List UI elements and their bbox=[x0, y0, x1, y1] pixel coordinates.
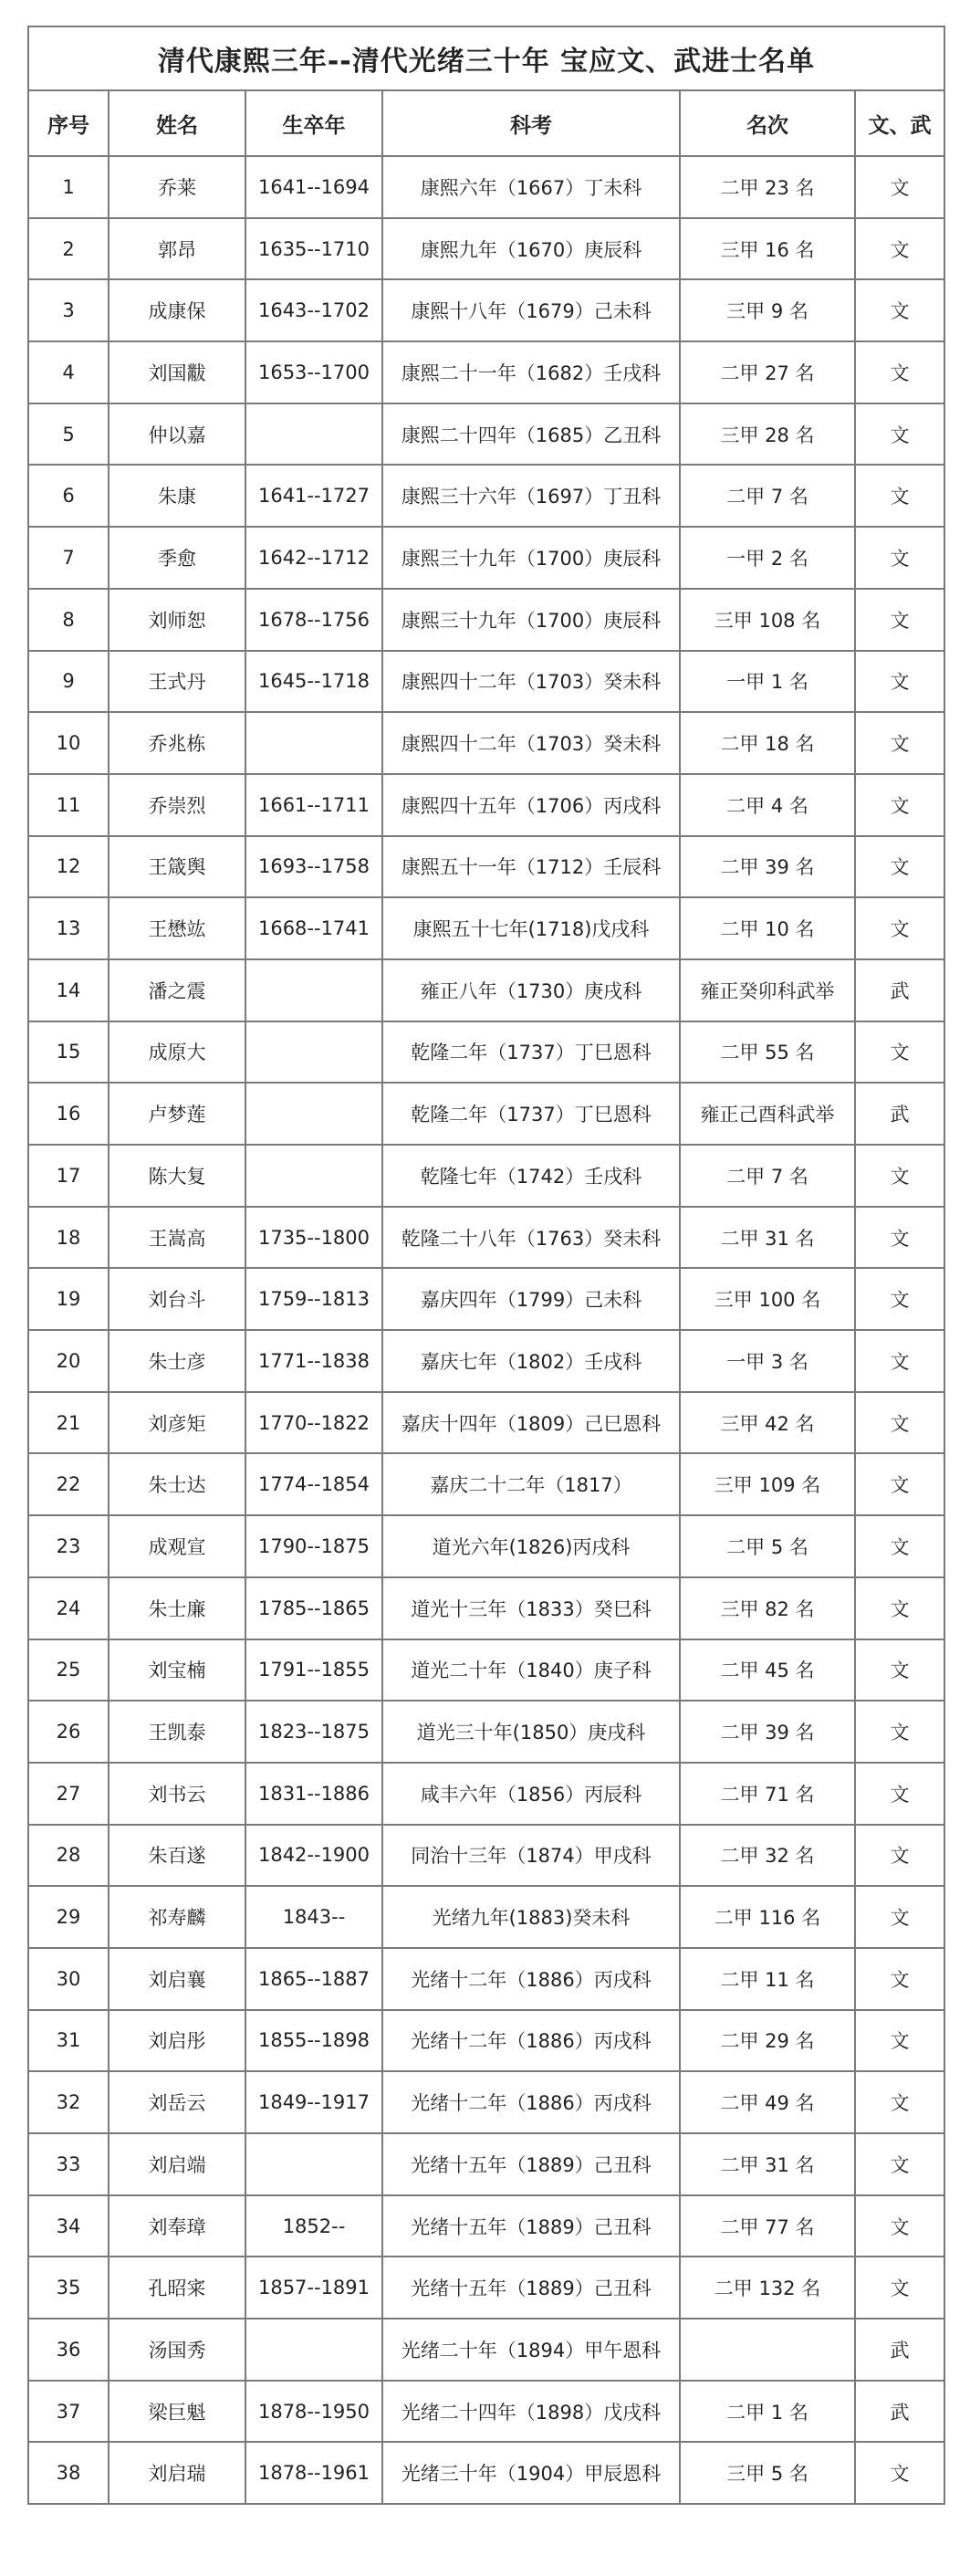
table-row bbox=[28, 1825, 944, 1887]
table-row bbox=[28, 403, 944, 466]
jinshi-list-sheet bbox=[27, 26, 944, 2505]
cell-civil-military: 文 bbox=[855, 403, 944, 466]
cell-exam: 嘉庆七年（1802）壬戌科 bbox=[382, 1330, 680, 1392]
cell-exam: 康熙二十四年（1685）乙丑科 bbox=[382, 403, 680, 466]
cell-lifespan: 1849--1917 bbox=[245, 2071, 382, 2133]
cell-index: 38 bbox=[28, 2442, 109, 2504]
cell-index: 13 bbox=[28, 897, 109, 959]
cell-exam: 同治十三年（1874）甲戌科 bbox=[382, 1825, 680, 1887]
cell-name: 朱士达 bbox=[109, 1453, 245, 1515]
cell-lifespan bbox=[245, 712, 382, 774]
header-lifespan: 生卒年 bbox=[245, 90, 382, 156]
cell-exam: 康熙六年（1667）丁未科 bbox=[382, 156, 680, 218]
cell-index: 34 bbox=[28, 2195, 109, 2257]
cell-lifespan: 1843-- bbox=[245, 1886, 382, 1948]
cell-civil-military: 文 bbox=[855, 1948, 944, 2010]
table-row bbox=[28, 1268, 944, 1330]
table-row bbox=[28, 1886, 944, 1948]
cell-exam: 康熙四十二年（1703）癸未科 bbox=[382, 651, 680, 713]
cell-index: 2 bbox=[28, 218, 109, 280]
table-row bbox=[28, 712, 944, 774]
cell-rank: 二甲 7 名 bbox=[680, 1145, 855, 1207]
table-row bbox=[28, 1701, 944, 1763]
table-row bbox=[28, 1639, 944, 1702]
cell-exam: 光绪三十年（1904）甲辰恩科 bbox=[382, 2442, 680, 2504]
cell-lifespan bbox=[245, 2319, 382, 2381]
cell-index: 28 bbox=[28, 1825, 109, 1887]
cell-rank: 二甲 31 名 bbox=[680, 1207, 855, 1269]
cell-rank: 一甲 3 名 bbox=[680, 1330, 855, 1392]
cell-index: 11 bbox=[28, 774, 109, 836]
cell-exam: 光绪十二年（1886）丙戌科 bbox=[382, 2010, 680, 2072]
cell-name: 王嵩高 bbox=[109, 1207, 245, 1269]
table-row bbox=[28, 2442, 944, 2504]
table-title: 清代康熙三年--清代光绪三十年 宝应文、武进士名单 bbox=[28, 26, 944, 90]
cell-rank: 二甲 10 名 bbox=[680, 897, 855, 959]
cell-exam: 光绪十二年（1886）丙戌科 bbox=[382, 1948, 680, 2010]
cell-rank: 雍正己酉科武举 bbox=[680, 1083, 855, 1145]
header-name: 姓名 bbox=[109, 90, 245, 156]
cell-exam: 乾隆七年（1742）壬戌科 bbox=[382, 1145, 680, 1207]
table-row bbox=[28, 1083, 944, 1145]
cell-rank: 一甲 2 名 bbox=[680, 527, 855, 589]
cell-lifespan: 1643--1702 bbox=[245, 279, 382, 341]
cell-rank: 二甲 32 名 bbox=[680, 1825, 855, 1887]
cell-index: 17 bbox=[28, 1145, 109, 1207]
cell-exam: 光绪十二年（1886）丙戌科 bbox=[382, 2071, 680, 2133]
cell-name: 刘启瑞 bbox=[109, 2442, 245, 2504]
cell-index: 22 bbox=[28, 1453, 109, 1515]
cell-name: 潘之震 bbox=[109, 959, 245, 1021]
cell-rank: 二甲 7 名 bbox=[680, 465, 855, 527]
cell-exam: 光绪十五年（1889）己丑科 bbox=[382, 2195, 680, 2257]
cell-civil-military: 文 bbox=[855, 1639, 944, 1702]
cell-rank: 二甲 71 名 bbox=[680, 1763, 855, 1825]
cell-rank: 三甲 28 名 bbox=[680, 403, 855, 466]
table-row bbox=[28, 465, 944, 527]
table-row bbox=[28, 1145, 944, 1207]
cell-index: 19 bbox=[28, 1268, 109, 1330]
cell-civil-military: 文 bbox=[855, 1207, 944, 1269]
cell-lifespan: 1790--1875 bbox=[245, 1515, 382, 1577]
table-row bbox=[28, 1763, 944, 1825]
cell-exam: 康熙十八年（1679）己未科 bbox=[382, 279, 680, 341]
cell-lifespan: 1852-- bbox=[245, 2195, 382, 2257]
table-row bbox=[28, 774, 944, 836]
cell-civil-military: 文 bbox=[855, 279, 944, 341]
cell-index: 32 bbox=[28, 2071, 109, 2133]
cell-lifespan: 1878--1950 bbox=[245, 2381, 382, 2443]
cell-rank: 二甲 31 名 bbox=[680, 2133, 855, 2195]
cell-rank bbox=[680, 2319, 855, 2381]
table-row bbox=[28, 1948, 944, 2010]
cell-exam: 嘉庆四年（1799）己未科 bbox=[382, 1268, 680, 1330]
cell-index: 3 bbox=[28, 279, 109, 341]
cell-name: 刘启彤 bbox=[109, 2010, 245, 2072]
cell-name: 刘师恕 bbox=[109, 589, 245, 651]
cell-index: 21 bbox=[28, 1392, 109, 1454]
cell-lifespan: 1770--1822 bbox=[245, 1392, 382, 1454]
cell-index: 36 bbox=[28, 2319, 109, 2381]
cell-exam: 光绪二十四年（1898）戊戌科 bbox=[382, 2381, 680, 2443]
cell-civil-military: 文 bbox=[855, 341, 944, 403]
cell-lifespan: 1791--1855 bbox=[245, 1639, 382, 1702]
cell-civil-military: 文 bbox=[855, 897, 944, 959]
cell-civil-military: 文 bbox=[855, 2133, 944, 2195]
cell-lifespan: 1823--1875 bbox=[245, 1701, 382, 1763]
cell-name: 季愈 bbox=[109, 527, 245, 589]
cell-civil-military: 文 bbox=[855, 589, 944, 651]
cell-name: 朱士彦 bbox=[109, 1330, 245, 1392]
cell-index: 29 bbox=[28, 1886, 109, 1948]
table-row bbox=[28, 2195, 944, 2257]
table-row bbox=[28, 527, 944, 589]
cell-civil-military: 文 bbox=[855, 1145, 944, 1207]
cell-exam: 康熙三十九年（1700）庚辰科 bbox=[382, 527, 680, 589]
cell-rank: 三甲 9 名 bbox=[680, 279, 855, 341]
cell-lifespan: 1831--1886 bbox=[245, 1763, 382, 1825]
cell-name: 刘彦矩 bbox=[109, 1392, 245, 1454]
cell-civil-military: 文 bbox=[855, 156, 944, 218]
cell-rank: 一甲 1 名 bbox=[680, 651, 855, 713]
cell-exam: 康熙二十一年（1682）壬戌科 bbox=[382, 341, 680, 403]
cell-name: 朱百遂 bbox=[109, 1825, 245, 1887]
cell-lifespan: 1785--1865 bbox=[245, 1577, 382, 1639]
header-exam: 科考 bbox=[382, 90, 680, 156]
cell-civil-military: 文 bbox=[855, 1453, 944, 1515]
cell-exam: 光绪九年(1883)癸未科 bbox=[382, 1886, 680, 1948]
cell-civil-military: 文 bbox=[855, 2195, 944, 2257]
cell-exam: 嘉庆二十二年（1817） bbox=[382, 1453, 680, 1515]
cell-exam: 雍正八年（1730）庚戌科 bbox=[382, 959, 680, 1021]
table-row bbox=[28, 1515, 944, 1577]
cell-lifespan: 1668--1741 bbox=[245, 897, 382, 959]
cell-lifespan: 1641--1727 bbox=[245, 465, 382, 527]
cell-civil-military: 文 bbox=[855, 1515, 944, 1577]
cell-exam: 乾隆二年（1737）丁巳恩科 bbox=[382, 1021, 680, 1084]
cell-rank: 二甲 29 名 bbox=[680, 2010, 855, 2072]
cell-rank: 三甲 16 名 bbox=[680, 218, 855, 280]
cell-index: 24 bbox=[28, 1577, 109, 1639]
cell-name: 朱康 bbox=[109, 465, 245, 527]
cell-civil-military: 文 bbox=[855, 218, 944, 280]
cell-civil-military: 文 bbox=[855, 1392, 944, 1454]
cell-name: 刘启端 bbox=[109, 2133, 245, 2195]
jinshi-table bbox=[27, 26, 945, 2505]
cell-name: 祁寿麟 bbox=[109, 1886, 245, 1948]
cell-index: 33 bbox=[28, 2133, 109, 2195]
cell-index: 12 bbox=[28, 836, 109, 898]
cell-rank: 二甲 1 名 bbox=[680, 2381, 855, 2443]
cell-exam: 嘉庆十四年（1809）己巳恩科 bbox=[382, 1392, 680, 1454]
cell-lifespan: 1855--1898 bbox=[245, 2010, 382, 2072]
cell-index: 31 bbox=[28, 2010, 109, 2072]
cell-exam: 乾隆二年（1737）丁巳恩科 bbox=[382, 1083, 680, 1145]
cell-index: 25 bbox=[28, 1639, 109, 1702]
cell-rank: 二甲 11 名 bbox=[680, 1948, 855, 2010]
cell-civil-military: 文 bbox=[855, 1577, 944, 1639]
cell-civil-military: 文 bbox=[855, 2010, 944, 2072]
cell-civil-military: 文 bbox=[855, 651, 944, 713]
cell-exam: 康熙五十七年(1718)戊戌科 bbox=[382, 897, 680, 959]
cell-name: 刘岳云 bbox=[109, 2071, 245, 2133]
cell-exam: 道光二十年（1840）庚子科 bbox=[382, 1639, 680, 1702]
cell-rank: 二甲 18 名 bbox=[680, 712, 855, 774]
table-row bbox=[28, 279, 944, 341]
cell-name: 乔崇烈 bbox=[109, 774, 245, 836]
cell-lifespan: 1641--1694 bbox=[245, 156, 382, 218]
header-index: 序号 bbox=[28, 90, 109, 156]
cell-index: 14 bbox=[28, 959, 109, 1021]
table-row bbox=[28, 2319, 944, 2381]
cell-lifespan bbox=[245, 1021, 382, 1084]
cell-lifespan: 1865--1887 bbox=[245, 1948, 382, 2010]
cell-lifespan bbox=[245, 959, 382, 1021]
cell-civil-military: 文 bbox=[855, 2257, 944, 2319]
table-row bbox=[28, 959, 944, 1021]
cell-rank: 二甲 39 名 bbox=[680, 1701, 855, 1763]
cell-name: 王凯泰 bbox=[109, 1701, 245, 1763]
table-row bbox=[28, 2381, 944, 2443]
cell-civil-military: 文 bbox=[855, 2071, 944, 2133]
cell-rank: 三甲 108 名 bbox=[680, 589, 855, 651]
cell-exam: 道光十三年（1833）癸巳科 bbox=[382, 1577, 680, 1639]
cell-civil-military: 文 bbox=[855, 1021, 944, 1084]
cell-civil-military: 文 bbox=[855, 2442, 944, 2504]
cell-name: 王懋竑 bbox=[109, 897, 245, 959]
table-body bbox=[28, 156, 944, 2504]
cell-index: 1 bbox=[28, 156, 109, 218]
cell-lifespan: 1678--1756 bbox=[245, 589, 382, 651]
cell-lifespan: 1642--1712 bbox=[245, 527, 382, 589]
cell-name: 刘奉璋 bbox=[109, 2195, 245, 2257]
cell-lifespan: 1735--1800 bbox=[245, 1207, 382, 1269]
cell-lifespan: 1857--1891 bbox=[245, 2257, 382, 2319]
cell-exam: 光绪二十年（1894）甲午恩科 bbox=[382, 2319, 680, 2381]
cell-lifespan: 1635--1710 bbox=[245, 218, 382, 280]
header-rank: 名次 bbox=[680, 90, 855, 156]
table-row bbox=[28, 897, 944, 959]
table-row bbox=[28, 1021, 944, 1084]
cell-index: 16 bbox=[28, 1083, 109, 1145]
cell-lifespan bbox=[245, 2133, 382, 2195]
cell-exam: 康熙三十六年（1697）丁丑科 bbox=[382, 465, 680, 527]
table-row bbox=[28, 2133, 944, 2195]
cell-exam: 康熙四十五年（1706）丙戌科 bbox=[382, 774, 680, 836]
cell-lifespan: 1842--1900 bbox=[245, 1825, 382, 1887]
cell-rank: 二甲 23 名 bbox=[680, 156, 855, 218]
cell-lifespan: 1653--1700 bbox=[245, 341, 382, 403]
cell-name: 陈大复 bbox=[109, 1145, 245, 1207]
cell-name: 王式丹 bbox=[109, 651, 245, 713]
cell-rank: 三甲 100 名 bbox=[680, 1268, 855, 1330]
cell-name: 成原大 bbox=[109, 1021, 245, 1084]
cell-index: 7 bbox=[28, 527, 109, 589]
cell-exam: 咸丰六年（1856）丙辰科 bbox=[382, 1763, 680, 1825]
table-row bbox=[28, 341, 944, 403]
cell-lifespan bbox=[245, 403, 382, 466]
cell-civil-military: 武 bbox=[855, 2381, 944, 2443]
cell-name: 刘书云 bbox=[109, 1763, 245, 1825]
cell-index: 37 bbox=[28, 2381, 109, 2443]
table-row bbox=[28, 2071, 944, 2133]
cell-rank: 二甲 27 名 bbox=[680, 341, 855, 403]
cell-name: 卢梦莲 bbox=[109, 1083, 245, 1145]
cell-index: 15 bbox=[28, 1021, 109, 1084]
cell-name: 成康保 bbox=[109, 279, 245, 341]
cell-lifespan: 1878--1961 bbox=[245, 2442, 382, 2504]
cell-civil-military: 武 bbox=[855, 2319, 944, 2381]
cell-index: 26 bbox=[28, 1701, 109, 1763]
cell-civil-military: 文 bbox=[855, 1330, 944, 1392]
cell-exam: 康熙五十一年（1712）壬辰科 bbox=[382, 836, 680, 898]
header-civil-military: 文、武 bbox=[855, 90, 944, 156]
cell-rank: 二甲 39 名 bbox=[680, 836, 855, 898]
header-row bbox=[28, 90, 944, 156]
cell-civil-military: 文 bbox=[855, 1268, 944, 1330]
cell-index: 18 bbox=[28, 1207, 109, 1269]
cell-name: 仲以嘉 bbox=[109, 403, 245, 466]
table-row bbox=[28, 1207, 944, 1269]
table-row bbox=[28, 2010, 944, 2072]
table-row bbox=[28, 651, 944, 713]
cell-civil-military: 文 bbox=[855, 1886, 944, 1948]
cell-name: 刘启襄 bbox=[109, 1948, 245, 2010]
cell-index: 4 bbox=[28, 341, 109, 403]
cell-exam: 光绪十五年（1889）己丑科 bbox=[382, 2133, 680, 2195]
cell-exam: 康熙三十九年（1700）庚辰科 bbox=[382, 589, 680, 651]
table-row bbox=[28, 156, 944, 218]
cell-rank: 二甲 116 名 bbox=[680, 1886, 855, 1948]
cell-index: 5 bbox=[28, 403, 109, 466]
cell-rank: 二甲 45 名 bbox=[680, 1639, 855, 1702]
cell-exam: 乾隆二十八年（1763）癸未科 bbox=[382, 1207, 680, 1269]
cell-rank: 三甲 42 名 bbox=[680, 1392, 855, 1454]
cell-lifespan: 1661--1711 bbox=[245, 774, 382, 836]
cell-index: 27 bbox=[28, 1763, 109, 1825]
cell-civil-military: 武 bbox=[855, 959, 944, 1021]
cell-rank: 二甲 55 名 bbox=[680, 1021, 855, 1084]
cell-lifespan: 1645--1718 bbox=[245, 651, 382, 713]
cell-rank: 二甲 132 名 bbox=[680, 2257, 855, 2319]
table-row bbox=[28, 1392, 944, 1454]
cell-exam: 道光六年(1826)丙戌科 bbox=[382, 1515, 680, 1577]
cell-civil-military: 文 bbox=[855, 774, 944, 836]
cell-civil-military: 文 bbox=[855, 1701, 944, 1763]
cell-civil-military: 武 bbox=[855, 1083, 944, 1145]
cell-name: 郭昂 bbox=[109, 218, 245, 280]
cell-lifespan: 1693--1758 bbox=[245, 836, 382, 898]
cell-rank: 三甲 109 名 bbox=[680, 1453, 855, 1515]
cell-name: 汤国秀 bbox=[109, 2319, 245, 2381]
table-row bbox=[28, 2257, 944, 2319]
cell-name: 刘台斗 bbox=[109, 1268, 245, 1330]
table-row bbox=[28, 1577, 944, 1639]
cell-index: 10 bbox=[28, 712, 109, 774]
cell-rank: 二甲 4 名 bbox=[680, 774, 855, 836]
cell-exam: 道光三十年(1850）庚戌科 bbox=[382, 1701, 680, 1763]
cell-civil-military: 文 bbox=[855, 1825, 944, 1887]
cell-rank: 雍正癸卯科武举 bbox=[680, 959, 855, 1021]
cell-index: 6 bbox=[28, 465, 109, 527]
cell-exam: 康熙九年（1670）庚辰科 bbox=[382, 218, 680, 280]
cell-name: 成观宣 bbox=[109, 1515, 245, 1577]
cell-name: 乔莱 bbox=[109, 156, 245, 218]
cell-lifespan bbox=[245, 1083, 382, 1145]
cell-lifespan: 1771--1838 bbox=[245, 1330, 382, 1392]
cell-rank: 三甲 82 名 bbox=[680, 1577, 855, 1639]
cell-name: 乔兆栋 bbox=[109, 712, 245, 774]
cell-civil-military: 文 bbox=[855, 1763, 944, 1825]
cell-civil-military: 文 bbox=[855, 465, 944, 527]
table-row bbox=[28, 1330, 944, 1392]
table-row bbox=[28, 589, 944, 651]
cell-index: 30 bbox=[28, 1948, 109, 2010]
cell-name: 梁巨魁 bbox=[109, 2381, 245, 2443]
cell-lifespan: 1759--1813 bbox=[245, 1268, 382, 1330]
table-row bbox=[28, 1453, 944, 1515]
cell-name: 朱士廉 bbox=[109, 1577, 245, 1639]
cell-civil-military: 文 bbox=[855, 527, 944, 589]
cell-rank: 二甲 77 名 bbox=[680, 2195, 855, 2257]
cell-rank: 三甲 5 名 bbox=[680, 2442, 855, 2504]
cell-rank: 二甲 49 名 bbox=[680, 2071, 855, 2133]
cell-name: 刘宝楠 bbox=[109, 1639, 245, 1702]
cell-exam: 光绪十五年（1889）己丑科 bbox=[382, 2257, 680, 2319]
cell-civil-military: 文 bbox=[855, 712, 944, 774]
cell-lifespan: 1774--1854 bbox=[245, 1453, 382, 1515]
table-row bbox=[28, 218, 944, 280]
cell-index: 35 bbox=[28, 2257, 109, 2319]
cell-index: 9 bbox=[28, 651, 109, 713]
cell-index: 8 bbox=[28, 589, 109, 651]
table-row bbox=[28, 836, 944, 898]
cell-index: 20 bbox=[28, 1330, 109, 1392]
cell-lifespan bbox=[245, 1145, 382, 1207]
cell-exam: 康熙四十二年（1703）癸未科 bbox=[382, 712, 680, 774]
cell-name: 孔昭宷 bbox=[109, 2257, 245, 2319]
cell-name: 王箴舆 bbox=[109, 836, 245, 898]
cell-civil-military: 文 bbox=[855, 836, 944, 898]
cell-rank: 二甲 5 名 bbox=[680, 1515, 855, 1577]
cell-index: 23 bbox=[28, 1515, 109, 1577]
cell-name: 刘国黻 bbox=[109, 341, 245, 403]
